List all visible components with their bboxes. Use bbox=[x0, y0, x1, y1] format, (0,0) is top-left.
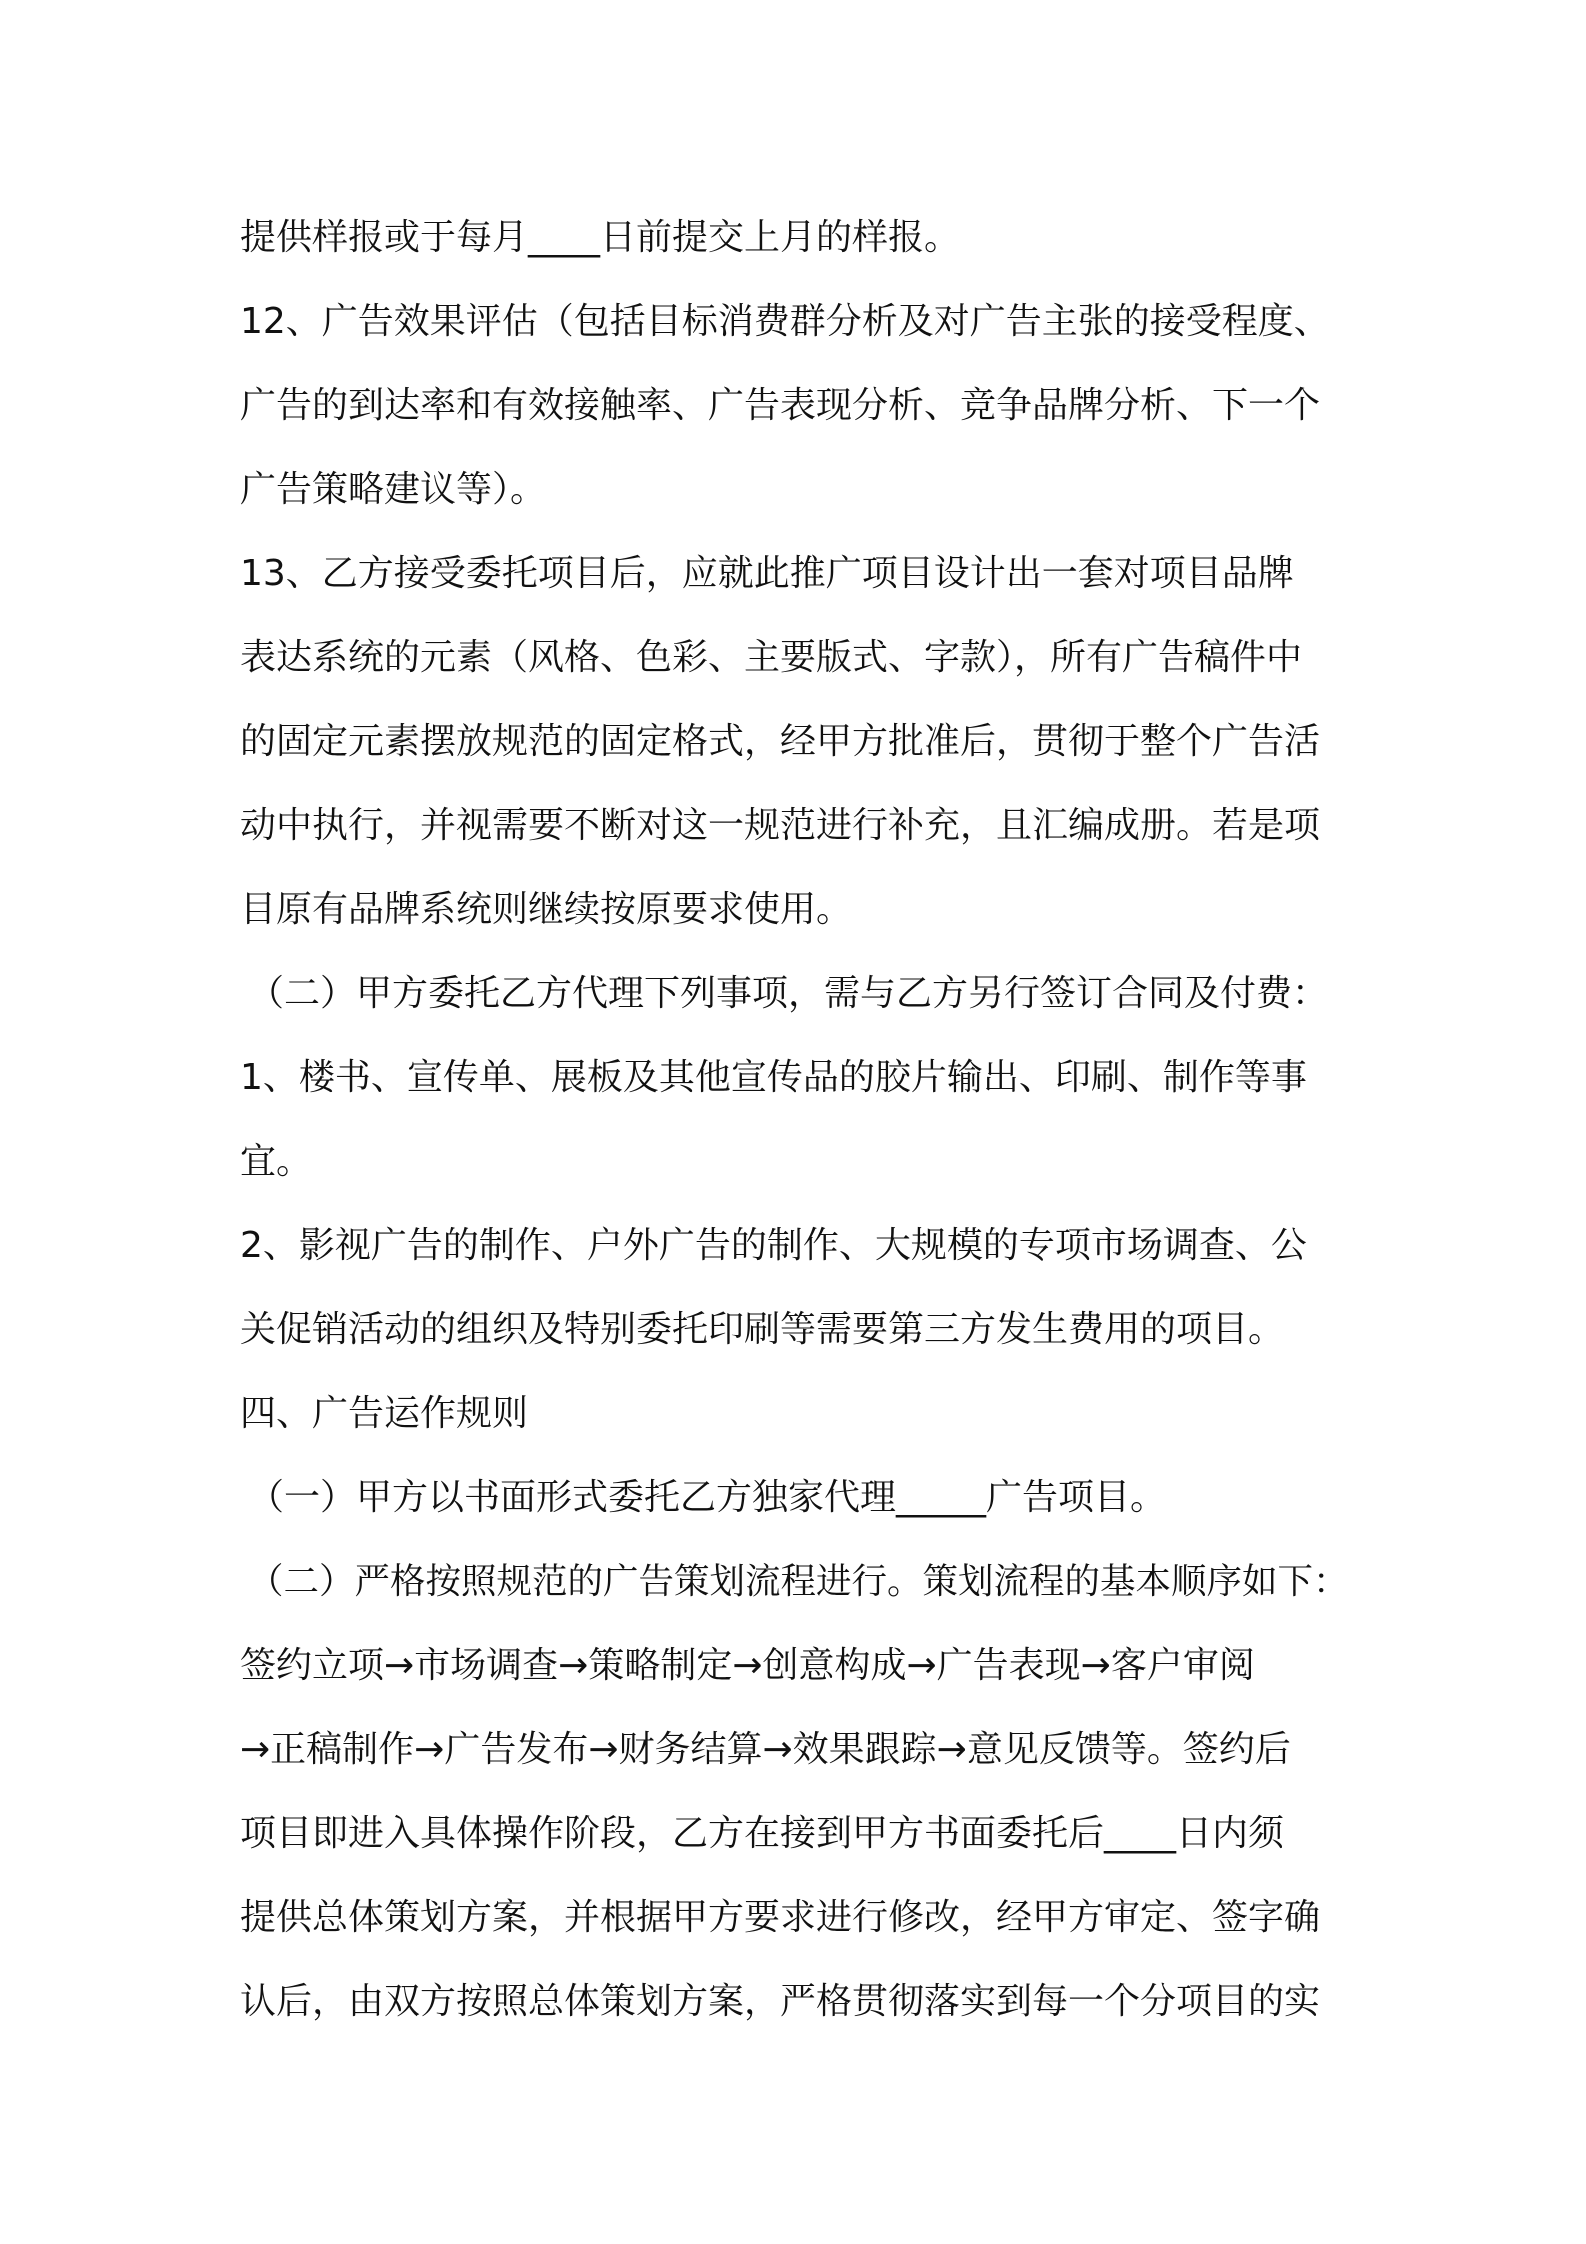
text-line: 1、楼书、宣传单、展板及其他宣传品的胶片输出、印刷、制作等事 bbox=[240, 1057, 1307, 1098]
text-line: 12、广告效果评估（包括目标消费群分析及对广告主张的接受程度、 bbox=[240, 301, 1330, 342]
text-line: 宜。 bbox=[240, 1141, 313, 1182]
text-line: 项目即进入具体操作阶段，乙方在接到甲方书面委托后____日内须 bbox=[240, 1813, 1285, 1854]
text-line: 认后，由双方按照总体策划方案，严格贯彻落实到每一个分项目的实 bbox=[240, 1981, 1321, 2022]
text-line: （二）严格按照规范的广告策划流程进行。策划流程的基本顺序如下： bbox=[248, 1561, 1349, 1602]
text-line: （二）甲方委托乙方代理下列事项，需与乙方另行签订合同及付费： bbox=[248, 973, 1329, 1014]
text-line: 2、影视广告的制作、户外广告的制作、大规模的专项市场调查、公 bbox=[240, 1225, 1307, 1266]
section-heading: 四、广告运作规则 bbox=[240, 1393, 529, 1434]
text-line: 动中执行，并视需要不断对这一规范进行补充，且汇编成册。若是项 bbox=[240, 805, 1321, 846]
text-line: →正稿制作→广告发布→财务结算→效果跟踪→意见反馈等。签约后 bbox=[240, 1729, 1291, 1770]
text-line: 签约立项→市场调查→策略制定→创意构成→广告表现→客户审阅 bbox=[240, 1645, 1255, 1686]
text-line: 的固定元素摆放规范的固定格式，经甲方批准后，贯彻于整个广告活 bbox=[240, 721, 1321, 762]
text-line: 提供总体策划方案，并根据甲方要求进行修改，经甲方审定、签字确 bbox=[240, 1897, 1321, 1938]
text-line: 13、乙方接受委托项目后，应就此推广项目设计出一套对项目品牌 bbox=[240, 553, 1294, 594]
document-body bbox=[240, 196, 1350, 2044]
text-line: 广告策略建议等）。 bbox=[240, 469, 547, 510]
text-line: 目原有品牌系统则继续按原要求使用。 bbox=[240, 889, 853, 930]
text-line: 提供样报或于每月____日前提交上月的样报。 bbox=[240, 217, 961, 258]
text-line: 广告的到达率和有效接触率、广告表现分析、竞争品牌分析、下一个 bbox=[240, 385, 1321, 426]
text-line: （一）甲方以书面形式委托乙方独家代理_____广告项目。 bbox=[248, 1477, 1167, 1518]
text-line: 关促销活动的组织及特别委托印刷等需要第三方发生费用的项目。 bbox=[240, 1309, 1285, 1350]
text-line: 表达系统的元素（风格、色彩、主要版式、字款），所有广告稿件中 bbox=[240, 637, 1303, 678]
